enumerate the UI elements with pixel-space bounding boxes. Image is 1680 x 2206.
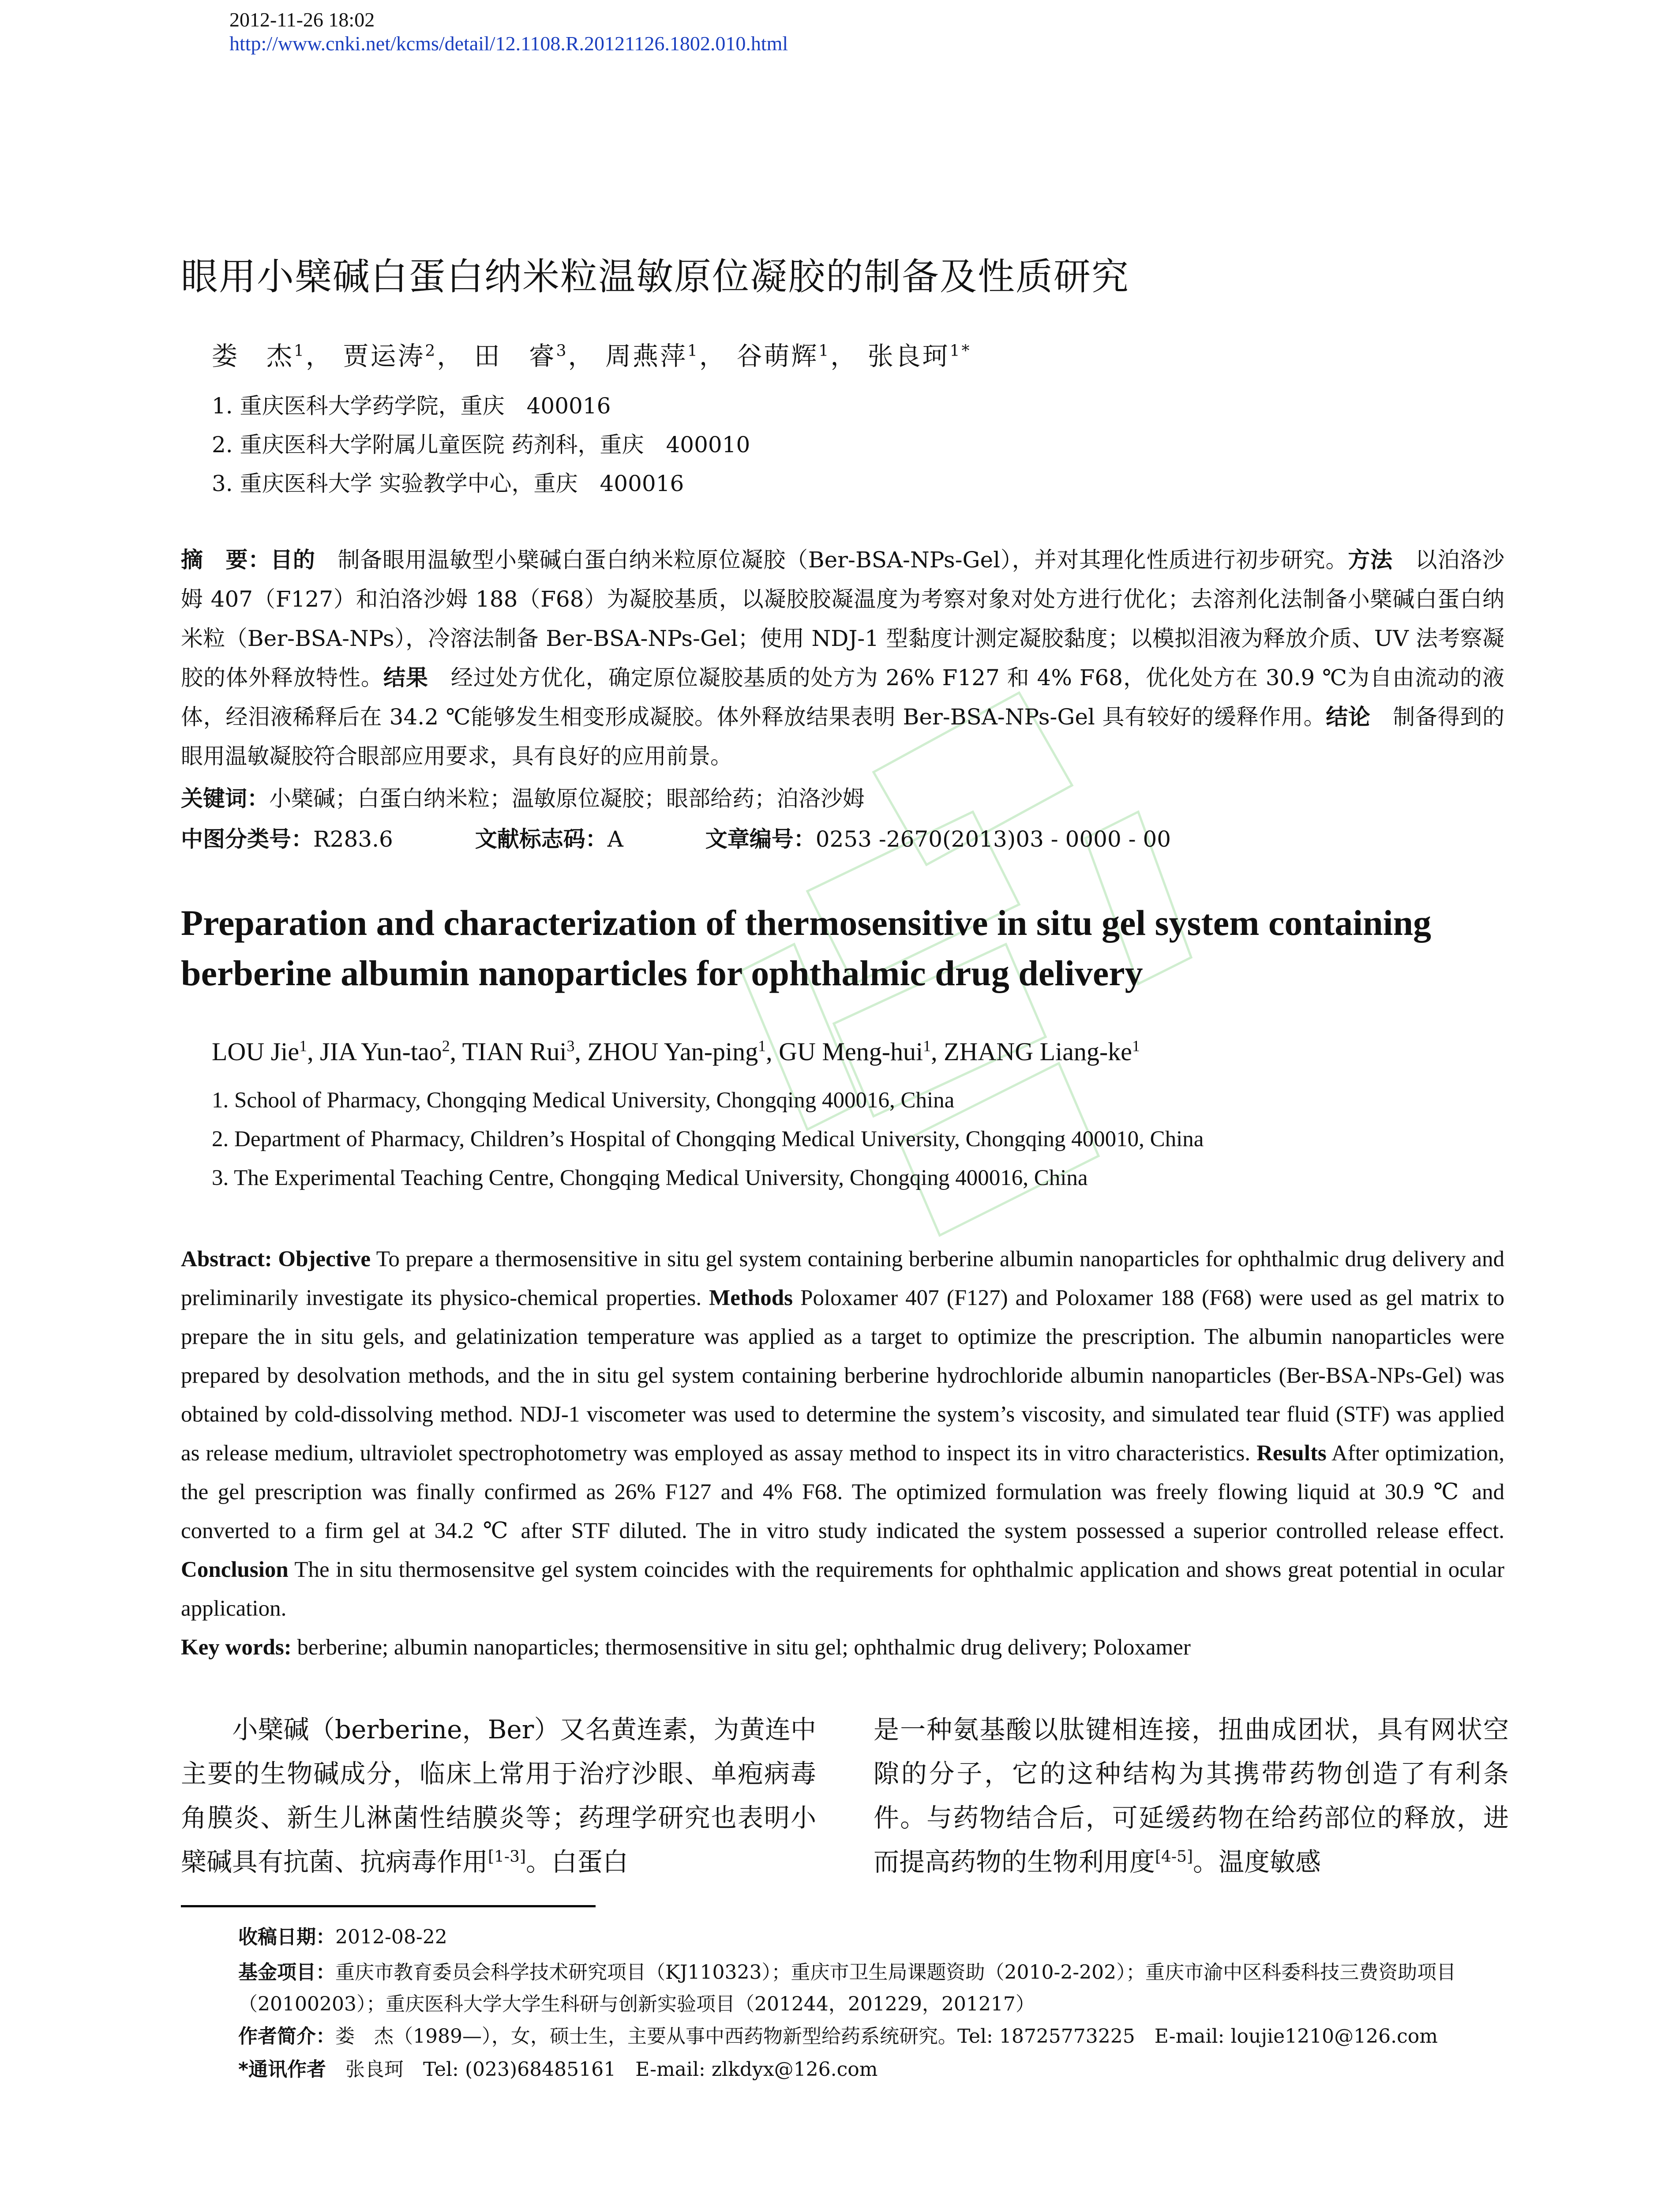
clc-value: R283.6 [313, 826, 393, 852]
methods-text: 以泊洛沙姆 407（F127）和泊洛沙姆 188（F68）为凝胶基质，以凝胶胶凝温度为考察对象对处方进行优化；去溶剂化法制备小檗碱白蛋白纳米粒（Ber-BSA-NPs），冷溶法制备 Ber-BSA-NPs-Gel；使用 NDJ-1 型黏度计测定凝胶黏度；以模拟泪液为释放介质、UV 法考察凝胶的体外释放特性。 [181, 547, 1505, 690]
affiliation-english: 2. Department of Pharmacy, Children’s Hospital of Chongqing Medical University, Chongqing 400010, China [212, 1127, 1204, 1152]
corresponding-label: *通讯作者 [238, 2058, 326, 2081]
clc-label: 中图分类号： [181, 826, 313, 852]
author-affiliation-mark: 1* [949, 341, 971, 360]
body-column-right [874, 1707, 1509, 1884]
affiliation-english: 1. School of Pharmacy, Chongqing Medical University, Chongqing 400016, China [212, 1088, 955, 1113]
author-name: 娄 杰 [212, 341, 294, 371]
author-affiliation-mark: 1 [299, 1037, 308, 1055]
author-list-chinese: 娄 杰$^1$， 贾运涛$^2$， 田 睿$^3$， 周燕萍$^1$， 谷萌辉$^1$， 张良珂$^{1*}$ [212, 341, 971, 371]
conclusion-label: 结论 [1326, 704, 1371, 730]
author-affiliation-mark: 2 [442, 1037, 450, 1055]
citation-ref: [4-5] [1155, 1847, 1193, 1866]
affiliation-chinese: 2. 重庆医科大学附属儿童医院 药剂科，重庆 400010 [212, 432, 750, 458]
author-name: 周燕萍 [605, 341, 687, 371]
footnote-funding [238, 1957, 1509, 2020]
author-bio-label: 作者简介： [238, 2025, 335, 2048]
affiliation-chinese: 1. 重庆医科大学药学院，重庆 400016 [212, 393, 611, 419]
footnote-received [238, 1921, 1509, 1953]
results-label: 结果 [383, 665, 428, 690]
footnote-corresponding [238, 2054, 1509, 2086]
author-affiliation-mark: 1 [923, 1037, 931, 1055]
footnote-divider [181, 1905, 596, 1907]
abstract-chinese [181, 540, 1504, 776]
author-bio-text: 娄 杰（1989—），女，硕士生，主要从事中西药物新型给药系统研究。Tel: 18725773225 E-mail: loujie1210@126.com [335, 2025, 1438, 2048]
results-label: Results [1256, 1441, 1327, 1466]
body-paragraph: 小檗碱（berberine，Ber）又名黄连素，为黄连中主要的生物碱成分，临床上常用于治疗沙眼、单疱病毒角膜炎、新生儿淋菌性结膜炎等；药理学研究也表明小檗碱具有抗菌、抗病毒作用 [181, 1715, 816, 1877]
classification-line [181, 822, 1504, 853]
conclusion-text: The in situ thermosensitve gel system coincides with the requirements for ophthalmic application and shows great potential in ocular application. [181, 1557, 1504, 1621]
objective-text: 制备眼用温敏型小檗碱白蛋白纳米粒原位凝胶（Ber-BSA-NPs-Gel），并对其理化性质进行初步研究。 [315, 547, 1348, 573]
author-name: TIAN Rui [462, 1037, 567, 1066]
author-list-english: LOU Jie$^1$, JIA Yun-tao$^2$, TIAN Rui$^3$, ZHOU Yan-ping$^1$, GU Meng-hui$^1$, ZHANG Liang-$ke^1$ [212, 1037, 1140, 1066]
keywords-text: berberine; albumin nanoparticles; thermosensitive in situ gel; ophthalmic drug delivery; Poloxamer [291, 1635, 1191, 1660]
author-name: JIA Yun-tao [320, 1037, 442, 1066]
author-affiliation-mark: 1 [1132, 1037, 1140, 1055]
body-column-left [181, 1707, 816, 1884]
affiliation-english: 3. The Experimental Teaching Centre, Chongqing Medical University, Chongqing 400016, China [212, 1166, 1088, 1190]
methods-label: Methods [709, 1286, 793, 1310]
title-english: Preparation and characterization of thermosensitive in situ gel system containing berberine albumin nanoparticles for ophthalmic drug delivery [181, 903, 1432, 993]
abstract-label: Abstract: Objective [181, 1247, 371, 1272]
doc-code-label: 文献标志码： [475, 826, 608, 852]
methods-text: Poloxamer 407 (F127) and Poloxamer 188 (F68) were used as gel matrix to prepare the in situ gels, and gelatinization temperature was applied as a target to optimize the prescription. The albumin nanoparticles were prepared by desolvation methods, and the in situ gel system containing berberine hydrochloride albumin nanoparticles (Ber-BSA-NPs-Gel) was obtained by cold-dissolving method. NDJ-1 viscometer was used to determine the system’s viscosity, and simulated tear fluid (STF) was applied as release medium, ultraviolet spectrophotometry was employed as assay method to inspect its in vitro characteristics. [181, 1286, 1504, 1466]
source-url-link[interactable]: http://www.cnki.net/kcms/detail/12.1108.R.20121126.1802.010.html [229, 32, 788, 55]
author-affiliation-mark: 1 [687, 341, 699, 360]
results-text: After optimization, the gel prescription was finally confirmed as 26% F127 and 4% F68. The optimized formulation was freely flowing liquid at 30.9 ℃ and converted to a firm gel at 34.2 ℃ after STF diluted. The in vitro study indicated the system possessed a superior controlled release effect. [181, 1441, 1504, 1543]
body-paragraph-tail: 。温度敏感 [1192, 1847, 1321, 1877]
footnote-author-bio [238, 2021, 1509, 2052]
author-name: ZHANG Liang-ke [944, 1037, 1132, 1066]
keywords-label: 关键词： [181, 786, 269, 811]
article-number-value: 0253 -2670(2013)03 - 0000 - 00 [815, 826, 1171, 852]
received-date: 2012-08-22 [335, 1926, 447, 1948]
author-affiliation-mark: 3 [566, 1037, 575, 1055]
author-affiliation-mark: 1 [818, 341, 831, 360]
download-timestamp: 2012-11-26 18:02 [229, 8, 375, 31]
author-affiliation-mark: 3 [556, 341, 568, 360]
author-name: 贾运涛 [343, 341, 425, 371]
affiliation-chinese: 3. 重庆医科大学 实验教学中心，重庆 400016 [212, 471, 684, 496]
corresponding-text: 张良珂 Tel: (023)68485161 E-mail: zlkdyx@126.com [326, 2058, 878, 2081]
keywords-chinese [181, 781, 865, 813]
keywords-text: 小檗碱；白蛋白纳米粒；温敏原位凝胶；眼部给药；泊洛沙姆 [269, 786, 865, 811]
author-name: 田 睿 [474, 341, 556, 371]
author-affiliation-mark: 1 [294, 341, 306, 360]
author-name: 谷萌辉 [736, 341, 819, 371]
funding-text: 重庆市教育委员会科学技术研究项目（KJ110323）；重庆市卫生局课题资助（2010-2-202）；重庆市渝中区科委科技三费资助项目（20100203）；重庆医科大学大学生科研与创新实验项目（201244，201229，201217） [238, 1961, 1456, 2015]
abstract-english [181, 1240, 1504, 1667]
author-name: 张良珂 [867, 341, 950, 371]
author-affiliation-mark: 2 [425, 341, 437, 360]
results-text: 经过处方优化，确定原位凝胶基质的处方为 26% F127 和 4% F68，优化处方在 30.9 ℃为自由流动的液体，经泪液稀释后在 34.2 ℃能够发生相变形成凝胶。体外释放结果表明 Ber-BSA-NPs-Gel 具有较好的缓释作用。 [181, 665, 1504, 730]
citation-ref: [1-3] [488, 1847, 526, 1866]
doc-code-value: A [607, 826, 623, 852]
author-name: GU Meng-hui [779, 1037, 923, 1066]
body-paragraph: 是一种氨基酸以肽键相连接，扭曲成团状，具有网状空隙的分子，它的这种结构为其携带药物创造了有利条件。与药物结合后，可延缓药物在给药部位的释放，进而提高药物的生物利用度 [874, 1715, 1509, 1877]
author-affiliation-mark: 1 [758, 1037, 766, 1055]
title-chinese: 眼用小檗碱白蛋白纳米粒温敏原位凝胶的制备及性质研究 [181, 255, 1130, 298]
author-name: ZHOU Yan-ping [587, 1037, 758, 1066]
objective-label: 目的 [270, 547, 315, 573]
funding-label: 基金项目： [238, 1961, 335, 1984]
conclusion-text: 制备得到的眼用温敏凝胶符合眼部应用要求，具有良好的应用前景。 [181, 704, 1505, 769]
abstract-label: 摘 要： [181, 547, 271, 573]
article-number-label: 文章编号： [705, 826, 816, 852]
body-paragraph-tail: 。白蛋白 [525, 1847, 628, 1877]
keywords-label: Key words: [181, 1635, 292, 1660]
methods-label: 方法 [1348, 547, 1393, 573]
received-label: 收稿日期： [238, 1926, 335, 1948]
objective-text: To prepare a thermosensitive in situ gel system containing berberine albumin nanoparticles for ophthalmic drug delivery and preliminarily investigate its physico-chemical properties. [181, 1247, 1504, 1310]
author-name: LOU Jie [212, 1037, 300, 1066]
conclusion-label: Conclusion [181, 1557, 289, 1582]
